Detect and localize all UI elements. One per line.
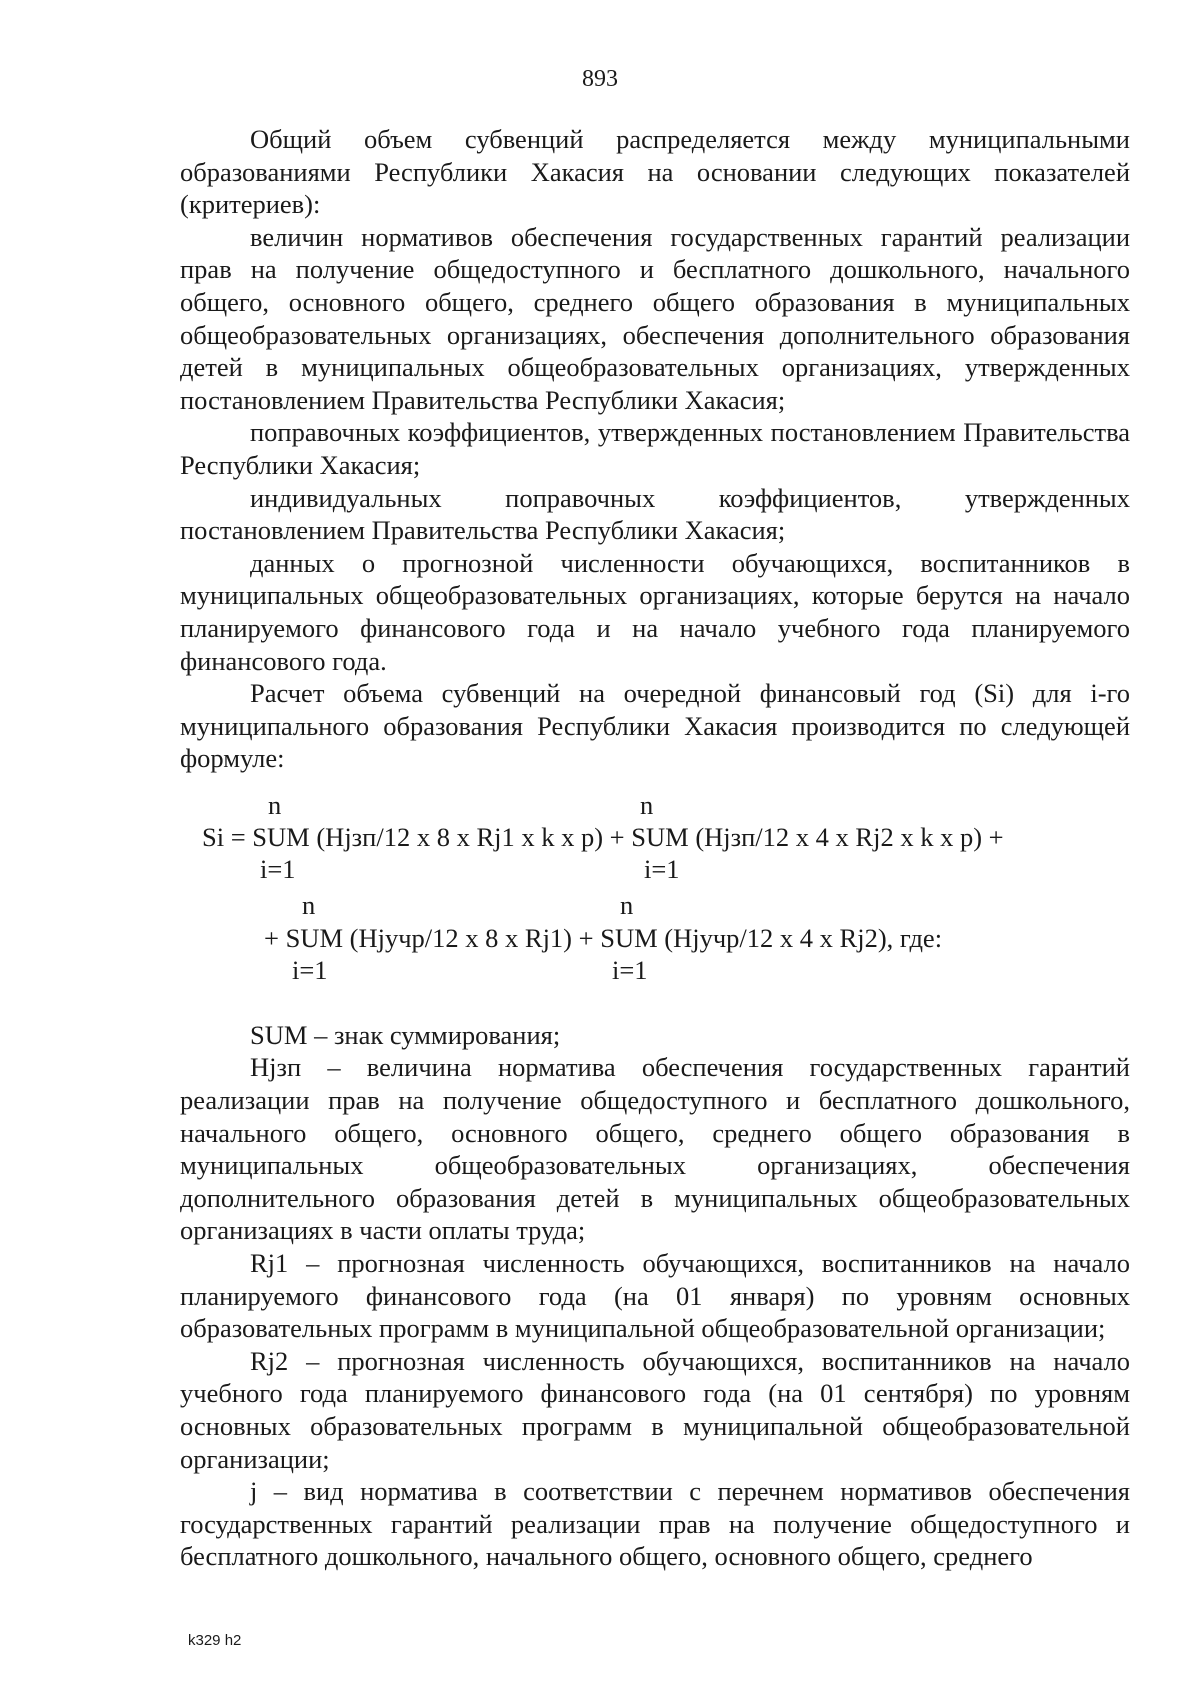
formula-lower-limit-4: i=1 [612, 954, 648, 985]
formula-lower-limit-3: i=1 [292, 954, 328, 985]
formula-definitions [180, 1019, 1130, 1573]
paragraph-intro: Общий объем субвенций распределяется между муниципальными образованиями Республики Хакасия на основании следующих показателей (критериев): [180, 124, 1130, 220]
document-code-footer: k329 h2 [188, 1632, 242, 1649]
formula-line-2: + SUM (Hjучр/12 x 8 x Rj1) + SUM (Hjучр/12 x 4 x Rj2), где: [264, 922, 943, 953]
page-number: 893 [582, 66, 618, 92]
definition-hjzp: Hjзп – величина норматива обеспечения государственных гарантий реализации прав на получение общедоступного и бесплатного дошкольного, начального общего, основного общего, среднего общего образования в муниципальных общеобразовательных организациях, обеспечения дополнительного образования детей в муниципальных общеобразовательных организациях в части оплаты труда; [180, 1052, 1130, 1246]
definition-j: j – вид норматива в соответствии с перечнем нормативов обеспечения государственных гарантий реализации прав на получение общедоступного и бесплатного дошкольного, начального общего, основного общего, среднего [180, 1476, 1130, 1572]
document-body [180, 123, 1130, 1573]
formula-upper-limit-4: n [620, 889, 634, 920]
paragraph-criterion-coefficients: поправочных коэффициентов, утвержденных постановлением Правительства Республики Хакасия; [180, 417, 1130, 480]
definition-rj1: Rj1 – прогнозная численность обучающихся, воспитанников на начало планируемого финансового года (на 01 января) по уровням основных образовательных программ в муниципальной общеобразовательной организации; [180, 1248, 1130, 1344]
definition-sum: SUM – знак суммирования; [250, 1019, 561, 1050]
formula-lower-limit-1: i=1 [260, 853, 296, 884]
formula-upper-limit-1: n [268, 789, 282, 820]
paragraph-calculation: Расчет объема субвенций на очередной финансовый год (Si) для i-го муниципального образования Республики Хакасия производится по следующей формуле: [180, 678, 1130, 774]
paragraph-criterion-pupil-count: данных о прогнозной численности обучающихся, воспитанников в муниципальных общеобразовательных организациях, которые берутся на начало планируемого финансового года и на начало учебного года планируемого финансового года. [180, 547, 1130, 676]
definition-rj2: Rj2 – прогнозная численность обучающихся, воспитанников на начало учебного года планируемого финансового года (на 01 сентября) по уровням основных образовательных программ в муниципальной общеобразовательной организации; [180, 1345, 1130, 1474]
formula-upper-limit-2: n [640, 789, 654, 820]
paragraph-criterion-norms: величин нормативов обеспечения государственных гарантий реализации прав на получение общедоступного и бесплатного дошкольного, начального общего, основного общего, среднего общего образования в муниципальных общеобразовательных организациях, обеспечения дополнительного образования детей в муниципальных общеобразовательных организациях, утвержденных постановлением Правительства Республики Хакасия; [180, 221, 1130, 415]
paragraph-criterion-individual-coefficients: индивидуальных поправочных коэффициентов, утвержденных постановлением Правительства Республики Хакасия; [180, 482, 1130, 546]
subvention-formula [180, 789, 1130, 1019]
formula-lower-limit-2: i=1 [644, 853, 680, 884]
formula-line-1: Si = SUM (Hjзп/12 x 8 x Rj1 x k x p) + SUM (Hjзп/12 x 4 x Rj2 x k x p) + [202, 821, 1004, 852]
formula-upper-limit-3: n [302, 889, 316, 920]
